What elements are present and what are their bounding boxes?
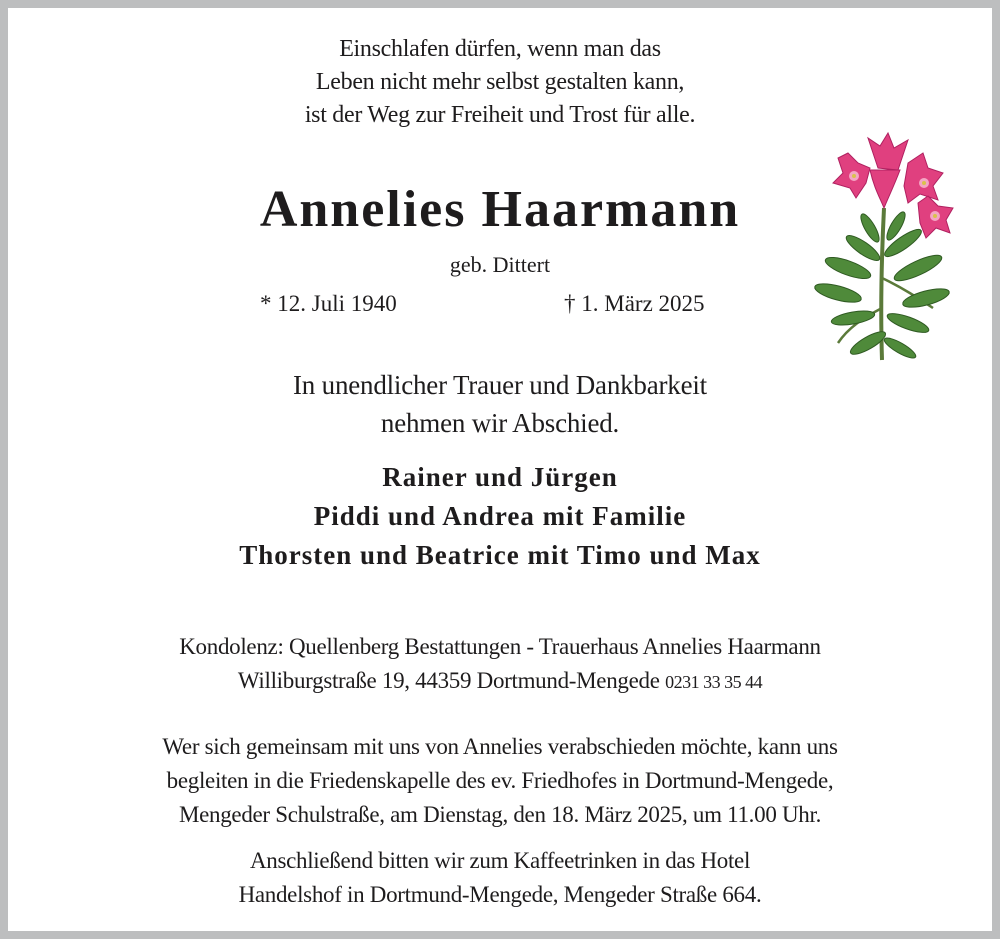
condolence-address-line (8, 668, 992, 694)
birth-date: * 12. Juli 1940 (260, 291, 397, 316)
condolence-address: Williburgstraße 19, 44359 Dortmund-Mengede (237, 668, 660, 693)
condolence-phone: 0231 33 35 44 (665, 672, 763, 692)
condolence-line: Kondolenz: Quellenberg Bestattungen - Trauerhaus Annelies Haarmann (179, 634, 821, 659)
quote-line-2: Leben nicht mehr selbst gestalten kann, (315, 69, 685, 95)
obituary-notice (8, 8, 992, 931)
reception-line-2: Handelshof in Dortmund-Mengede, Mengeder Straße 664. (238, 882, 762, 907)
birth-name: geb. Dittert (449, 252, 551, 277)
reception-line-1: Anschließend bitten wir zum Kaffeetrinken in das Hotel (249, 848, 751, 873)
mourning-line-1: In unendlicher Trauer und Dankbarkeit (293, 370, 707, 400)
quote-line-3: ist der Weg zur Freiheit und Trost für alle. (304, 102, 696, 128)
mourning-line-2: nehmen wir Abschied. (380, 408, 620, 438)
deceased-name: Annelies Haarmann (259, 181, 741, 238)
death-date: † 1. März 2025 (564, 291, 705, 316)
funeral-line-2: begleiten in die Friedenskapelle des ev. Friedhofes in Dortmund-Mengede, (166, 768, 834, 793)
family-line-2: Piddi und Andrea mit Familie (313, 501, 687, 531)
quote-line-1: Einschlafen dürfen, wenn man das (339, 36, 661, 62)
family-line-3: Thorsten und Beatrice mit Timo und Max (239, 540, 761, 570)
funeral-line-3: Mengeder Schulstraße, am Dienstag, den 18. März 2025, um 11.00 Uhr. (178, 802, 822, 827)
family-line-1: Rainer und Jürgen (382, 462, 618, 492)
alpine-rose-flower-icon (808, 128, 960, 368)
funeral-line-1: Wer sich gemeinsam mit uns von Annelies verabschieden möchte, kann uns (162, 734, 838, 759)
